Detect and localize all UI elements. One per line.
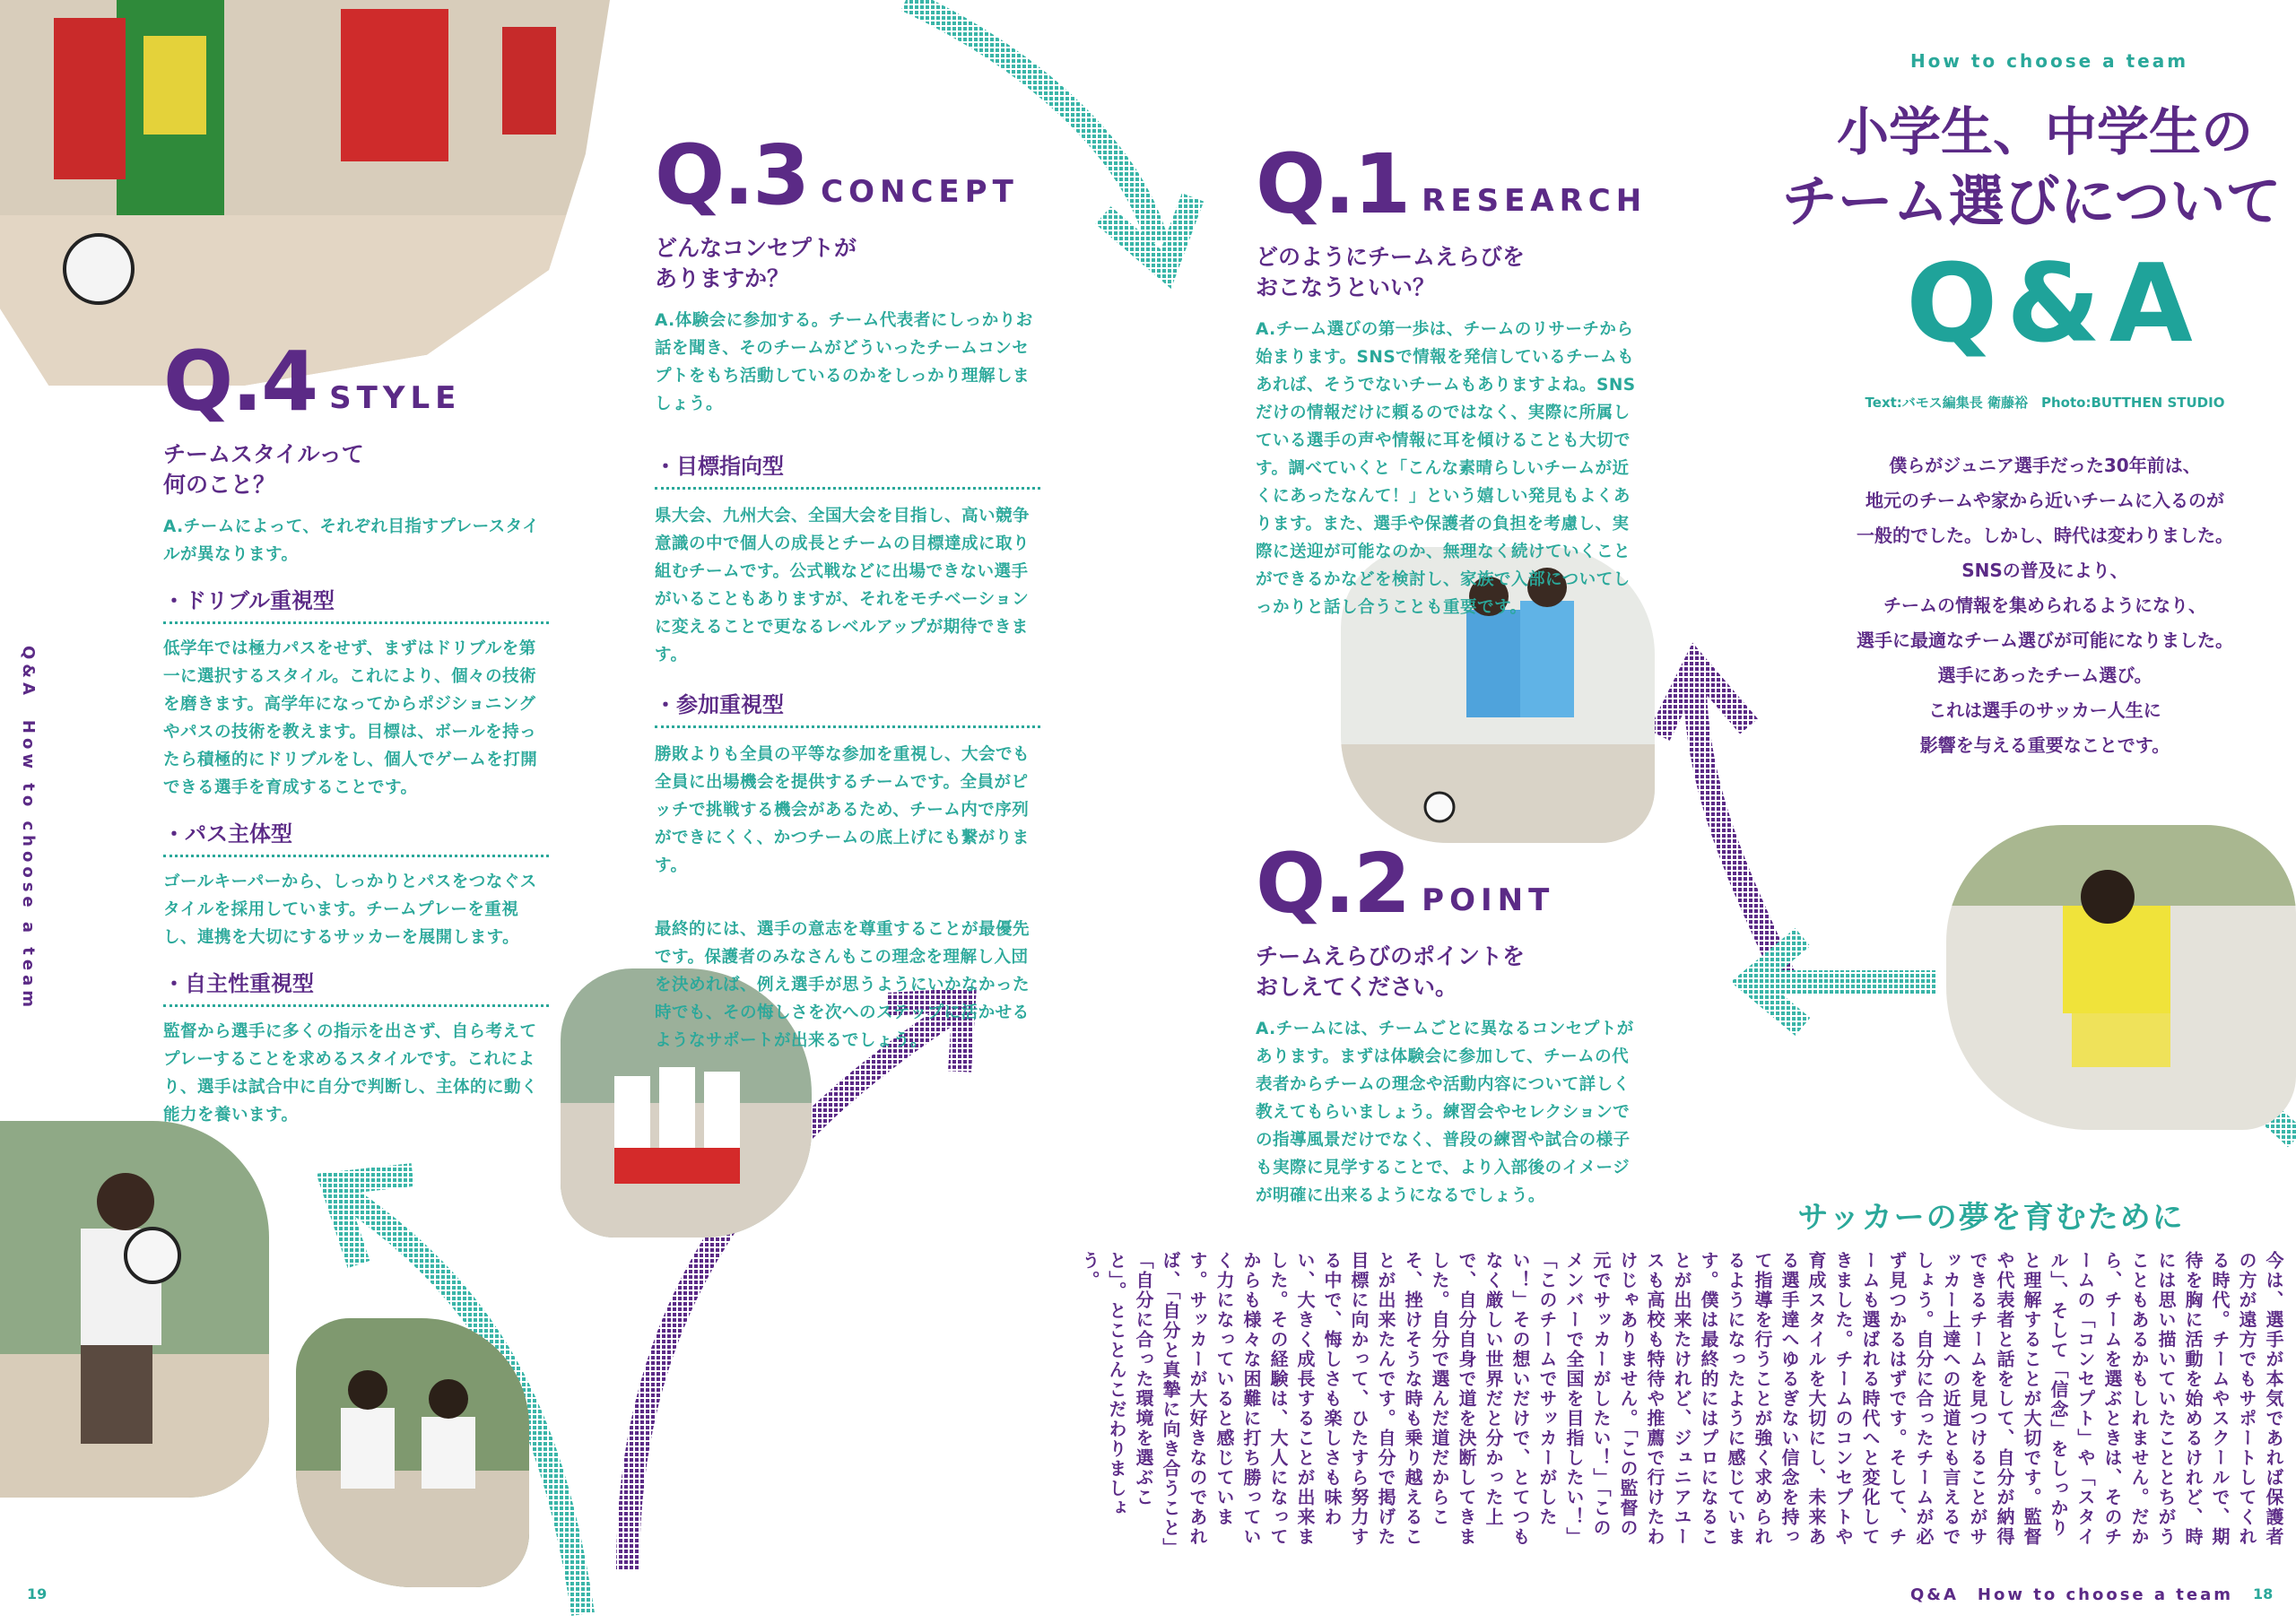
q3-type1-heading: ・目標指向型 (655, 448, 1040, 490)
q4-question-line: 何のこと？ (163, 472, 276, 498)
footer-right-page-number: 18 (2253, 1585, 2274, 1602)
kicker: How to choose a team (1909, 50, 2189, 72)
q2-number: Q.2 (1256, 836, 1410, 932)
intro-line: 地元のチームや家から近いチームに入るのが (1866, 490, 2224, 511)
q3-type1-body: 県大会、九州大会、全国大会を目指し、高い競争意識の中で個人の成長とチームの目標達成に取り組むチームです。公式戦などに出場できない選手がいることもありますが、それをモチベーションに変えることで更なるレベルアップが期待できます。 (655, 507, 1031, 664)
intro-line: 選手に最適なチーム選びが可能になりました。 (1857, 630, 2233, 651)
q3-type2-heading: ・参加重視型 (655, 687, 1040, 728)
q2-keyword: POINT (1422, 882, 1555, 918)
q3-question-line: どんなコンセプトが (655, 235, 857, 261)
q3-type2-body: 勝敗よりも全員の平等な参加を重視し、大会でも全員に出場機会を提供するチームです。全員がピッチで挑戦する機会があるため、チーム内で序列ができにくく、かつチームの底上げにも繋がります。 (655, 745, 1031, 875)
q2-question (1256, 942, 1650, 1003)
column-text: 今は、選手が本気であれば保護者の方が遠方でもサポートしてくれる時代。チームやスクールで、期待を胸に活動を始めるけれど、時には思い描いていたこととちがうこともあるかもしれません。だから、チームを選ぶときは、そのチームの「コンセプト」や「スタイル」、そして「信念」をしっかりと理解することが大切です。監督や代表者と話をして、自分が納得できるチームを見つけることがサッカー上達への近道とも言えるでしょう。自分に合ったチームが必ず見つかるはずです。そして、チームも選ばれる時代へと変化してきました。チームのコンセプトや育成スタイルを大切にし、未来ある選手達へゆるぎない信念を持って指導を行うことが強く求められるようになったように感じています。僕は最終的にはプロになることが出来たけれど、ジュニアユースも高校も特待や推薦で行けたわけじゃありません。「この監督の元でサッカーがしたい！」「このメンバーで全国を目指したい！」「このチームでサッカーがしたい！」その想いだけで、とてつもなく厳しい世界だと分かった上で、自分自身で道を決断してきました。自分で選んだ道だからこそ、挫けそうな時も乗り越えることが出来たんです。自分で掲げた目標に向かって、ひたすら努力する中で、悔しさも楽しさも味わい、大きく成長することが出来ました。その経験は、大人になってからも様々な困難に打ち勝っていく力になっていると感じています。サッカーが大好きなのであれば、「自分と真摯に向き合うこと」「自分に合った環境を選ぶこと」。とことんこだわりましょう。 (1079, 1251, 2284, 1549)
intro-line: チームの情報を集められるようになり、 (1883, 595, 2206, 616)
intro-line: これは選手のサッカー人生に (1928, 699, 2161, 721)
intro-line: 僕らがジュニア選手だった30年前は、 (1889, 455, 2201, 476)
intro-line: 影響を与える重要なことです。 (1919, 734, 2170, 756)
q4-type1-body: 低学年では極力パスをせず、まずはドリブルを第一に選択するスタイル。これにより、個々の技術を磨きます。高学年になってからポジショニングやパスの技術を教えます。目標は、ボールを持ったら積極的にドリブルをし、個人でゲームを打開できる選手を育成することです。 (163, 639, 538, 797)
q1-question (1256, 242, 1650, 303)
column-title: サッカーの夢を育むために (1797, 1200, 2185, 1236)
intro-text (1803, 448, 2287, 763)
photo-boy-tying-shoe (1946, 825, 2296, 1130)
q4-section (163, 334, 549, 1129)
intro-line: SNSの普及により、 (1961, 560, 2128, 581)
credit: Text:バモス編集長 衛藤裕 Photo:BUTTHEN STUDIO (1865, 395, 2225, 411)
q1-question-line: おこなうといい？ (1256, 274, 1436, 300)
q1-answer: A.チーム選びの第一歩は、チームのリサーチから始まります。SNSで情報を発信しているチームもあれば、そうでないチームもありますよね。SNSだけの情報だけに頼るのではなく、実際に所属している選手の声や情報に耳を傾けることも大切です。調べていくと「こんな素晴らしいチームが近くにあったなんて！」という嬉しい発見もよくあります。また、選手や保護者の負担を考慮し、実際に送迎が可能なのか、無理なく続けていくことができるかなどを検討し、家族で入部についてしっかりと話し合うことも重要です。 (1256, 320, 1636, 617)
footer-right-label: Q&A How to choose a team (1910, 1585, 2234, 1604)
photo-boy-holding-ball (0, 1121, 269, 1498)
q1-keyword: RESEARCH (1422, 183, 1648, 219)
q2-answer: A.チームには、チームごとに異なるコンセプトがあります。まずは体験会に参加して、チームの代表者からチームの理念や活動内容について詳しく教えてもらいましょう。練習会やセレクションでの指導風景だけでなく、普段の練習や試合の様子も実際に見学することで、より入部後のイメージが明確に出来るようになるでしょう。 (1256, 1020, 1634, 1205)
intro-line: 選手にあったチーム選び。 (1937, 664, 2152, 686)
q4-keyword: STYLE (329, 380, 462, 416)
q4-type3-body: 監督から選手に多くの指示を出さず、自ら考えてプレーすることを求めるスタイルです。これにより、選手は試合中に自分で判断し、主体的に動く能力を養います。 (163, 1022, 539, 1125)
q3-question (655, 233, 1040, 294)
q4-type3-heading: ・自主性重視型 (163, 966, 549, 1007)
q2-section (1256, 836, 1650, 1210)
intro-line: 一般的でした。しかし、時代は変わりました。 (1857, 525, 2233, 546)
page-title-line1: 小学生、中学生の (1836, 101, 2253, 162)
photo-two-kids-high-five (296, 1318, 529, 1587)
q4-answer: A.チームによって、それぞれ目指すプレースタイルが異なります。 (163, 517, 540, 564)
q3-closing: 最終的には、選手の意志を尊重することが最優先です。保護者のみなさんもこの理念を理解し入団を決めれば、例え選手が思うようにいかなかった時でも、その悔しさを次へのステップに活かせるようなサポートが出来るでしょう。 (655, 920, 1031, 1050)
qa-title: Q&A (1906, 242, 2202, 367)
q4-type2-body: ゴールキーパーから、しっかりとパスをつなぐスタイルを採用しています。チームプレーを重視し、連携を大切にするサッカーを展開します。 (163, 873, 537, 947)
footer-left-page-number: 19 (27, 1585, 48, 1602)
page-title-line2: チーム選びについて (1781, 169, 2282, 234)
q4-type1-heading: ・ドリブル重視型 (163, 583, 549, 624)
q3-number: Q.3 (655, 127, 809, 223)
q2-question-line: チームえらびのポイントを (1256, 943, 1526, 969)
q3-question-line: ありますか？ (655, 265, 790, 291)
side-label: Q&A How to choose a team (19, 646, 38, 1012)
q4-question-line: チームスタイルって (163, 441, 364, 467)
q3-section (655, 127, 1040, 1055)
q2-question-line: おしえてください。 (1256, 974, 1458, 1000)
q4-type2-heading: ・パス主体型 (163, 816, 549, 857)
q4-question (163, 439, 549, 500)
q3-answer: A.体験会に参加する。チーム代表者にしっかりお話を聞き、そのチームがどういったチームコンセプトをもち活動しているのかをしっかり理解しましょう。 (655, 311, 1033, 413)
q4-number: Q.4 (163, 334, 317, 430)
q1-section (1256, 136, 1650, 621)
q3-keyword: CONCEPT (821, 174, 1019, 210)
q1-question-line: どのようにチームえらびを (1256, 244, 1526, 270)
q1-number: Q.1 (1256, 136, 1410, 232)
